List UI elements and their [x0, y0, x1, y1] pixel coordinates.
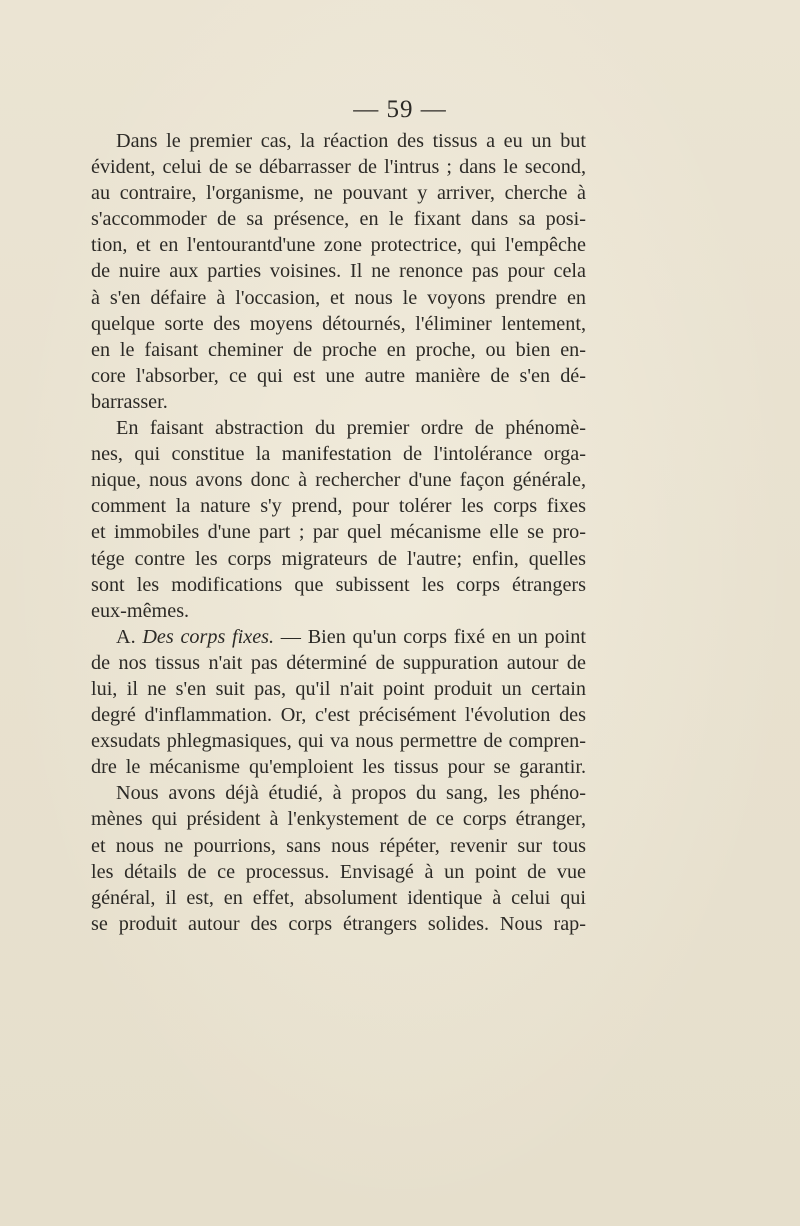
text-line: nique, nous avons donc à rechercher d'une façon générale,: [91, 469, 586, 492]
text-line: exsudats phlegmasiques, qui va nous permettre de compren-: [91, 730, 586, 753]
section-marker: A.: [116, 625, 143, 648]
text-line: en le faisant cheminer de proche en proche, ou bien en-: [91, 338, 586, 361]
text-line: les détails de ce processus. Envisagé à un point de vue: [91, 860, 586, 883]
text-line: au contraire, l'organisme, ne pouvant y arriver, cherche à: [91, 182, 586, 205]
text-line: barrasser.: [91, 390, 168, 413]
text-line: mènes qui président à l'enkystement de ce corps étranger,: [91, 808, 586, 831]
text-line: tion, et en l'entourantd'une zone protectrice, qui l'empêche: [91, 234, 586, 257]
text-line: eux-mêmes.: [91, 599, 190, 622]
page-number: — 59 —: [353, 96, 447, 123]
text-line: comment la nature s'y prend, pour tolérer les corps fixes: [91, 495, 586, 518]
text-line: et nous ne pourrions, sans nous répéter, revenir sur tous: [91, 834, 586, 857]
text-line: quelque sorte des moyens détournés, l'éliminer lentement,: [91, 312, 586, 335]
text-line: [91, 624, 586, 650]
text-line: lui, il ne s'en suit pas, qu'il n'ait point produit un certain: [91, 677, 586, 700]
text-line: nes, qui constitue la manifestation de l'intolérance orga-: [91, 443, 586, 466]
text-line: s'accommoder de sa présence, en le fixant dans sa posi-: [91, 208, 586, 231]
text-line: à s'en défaire à l'occasion, et nous le voyons prendre en: [91, 286, 586, 309]
text-line: degré d'inflammation. Or, c'est précisément l'évolution des: [91, 704, 586, 727]
text-line: évident, celui de se débarrasser de l'intrus ; dans le second,: [91, 156, 586, 179]
text-line: Dans le premier cas, la réaction des tissus a eu un but: [116, 130, 586, 152]
text-line: se produit autour des corps étrangers solides. Nous rap-: [91, 912, 586, 935]
body-text: [91, 128, 586, 937]
text-line: core l'absorber, ce qui est une autre manière de s'en dé-: [91, 364, 586, 387]
text-line: de nuire aux parties voisines. Il ne renonce pas pour cela: [91, 260, 586, 283]
text-line: général, il est, en effet, absolument identique à celui qui: [91, 886, 586, 909]
line-text: — Bien qu'un corps fixé en un point: [274, 625, 586, 648]
text-line: et immobiles d'une part ; par quel mécanisme elle se pro-: [91, 521, 586, 544]
text-line: Nous avons déjà étudié, à propos du sang, les phéno-: [116, 782, 586, 805]
section-heading: Des corps fixes.: [142, 625, 275, 648]
text-line: sont les modifications que subissent les corps étrangers: [91, 573, 586, 596]
text-line: tége contre les corps migrateurs de l'autre; enfin, quelles: [91, 547, 586, 570]
text-line: dre le mécanisme qu'emploient les tissus pour se garantir.: [91, 756, 586, 779]
text-line: de nos tissus n'ait pas déterminé de suppuration autour de: [91, 651, 586, 674]
text-line: En faisant abstraction du premier ordre de phénomè-: [116, 417, 586, 440]
